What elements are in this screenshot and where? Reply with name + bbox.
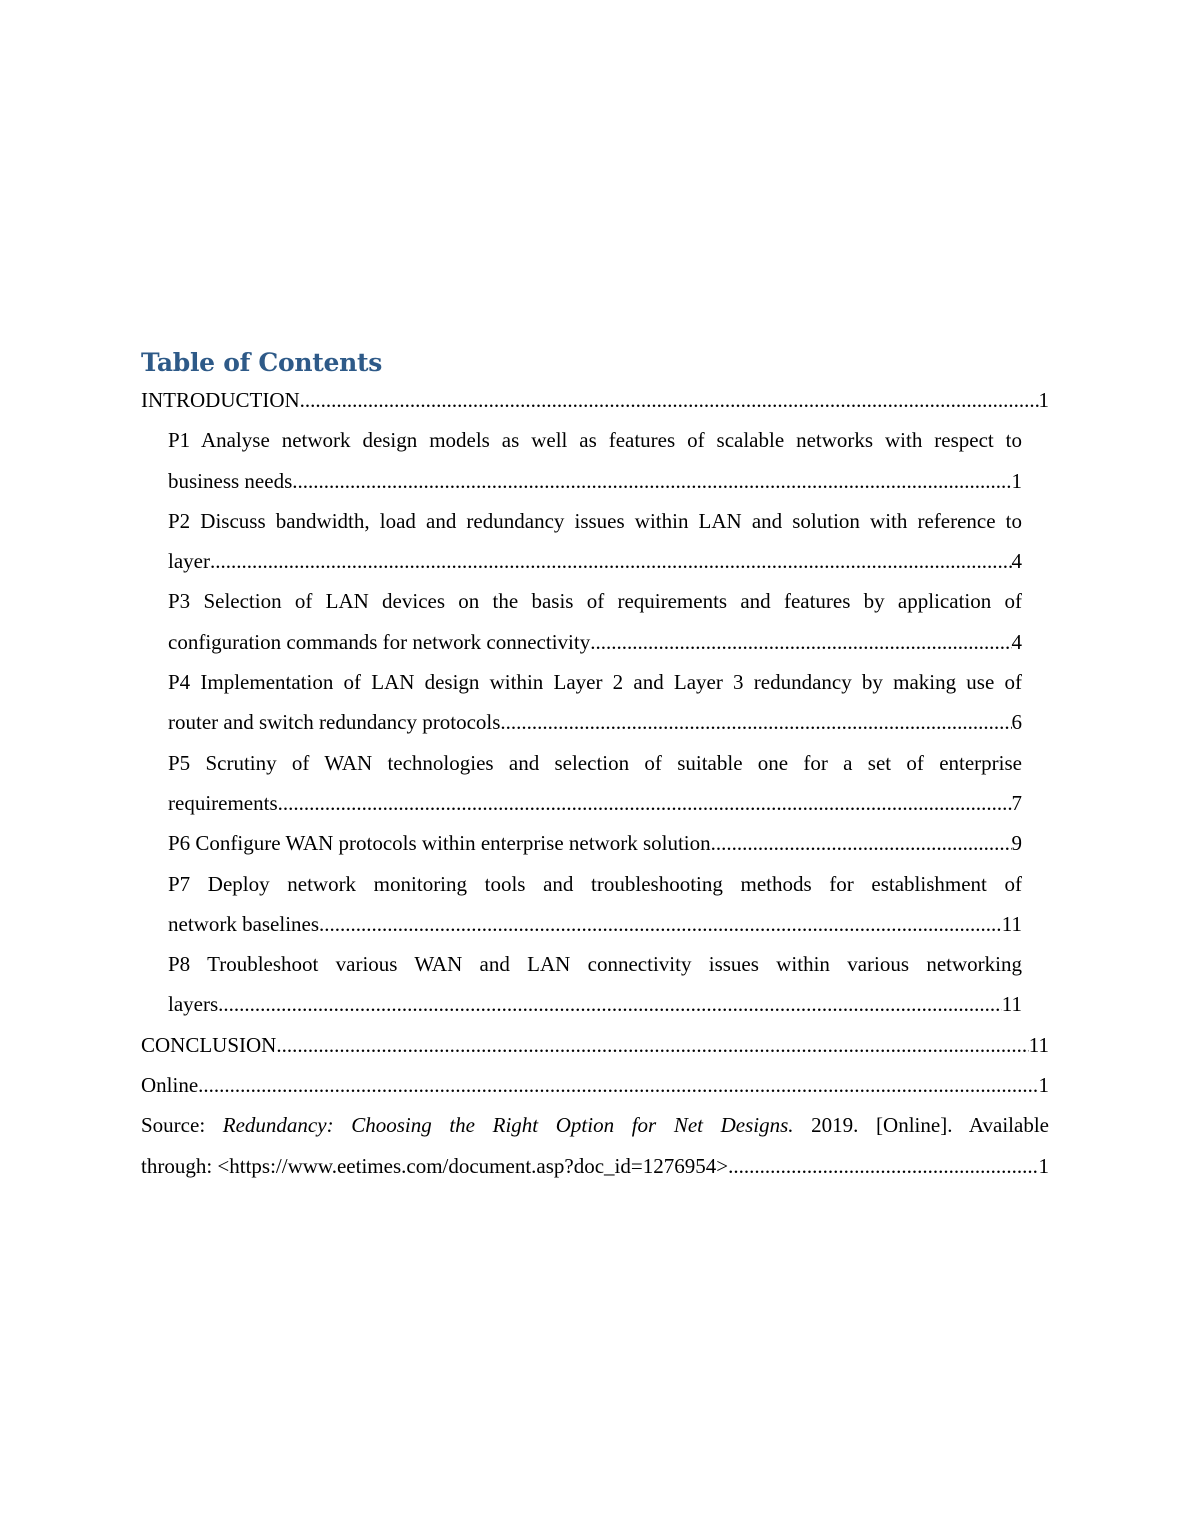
toc-entry-text: P8 Troubleshoot various WAN and LAN connectivity issues within various networking (168, 952, 1022, 977)
toc-entry-text: P4 Implementation of LAN design within Layer 2 and Layer 3 redundancy by making use of (168, 670, 1022, 695)
toc-entry-p5[interactable] (141, 743, 1049, 824)
toc-page-number: 1 (1011, 468, 1022, 493)
toc-entry-p8[interactable] (141, 944, 1049, 1025)
toc-entry-text: INTRODUCTION (141, 388, 300, 412)
toc-entry-p4[interactable] (141, 662, 1049, 743)
toc-leader-dots (292, 461, 1011, 501)
toc-entry-p6[interactable] (141, 823, 1049, 863)
toc-leader-dots (728, 1146, 1038, 1186)
toc-page-number: 4 (1011, 629, 1022, 654)
toc-entry-text-cont: requirements (168, 790, 278, 815)
toc-page-number: 9 (1011, 831, 1022, 856)
toc-source-url: through: <https://www.eetimes.com/document.asp?doc_id=1276954> (141, 1153, 729, 1178)
toc-page-number: 1 (1038, 388, 1049, 412)
toc-entry-text-cont: configuration commands for network connectivity (168, 629, 591, 654)
toc-entry-conclusion[interactable] (141, 1025, 1049, 1065)
toc-entry-text-cont: layer (168, 549, 210, 574)
toc-leader-dots (711, 823, 1012, 863)
toc-page-number: 11 (1001, 911, 1022, 936)
toc-leader-dots (198, 1065, 1038, 1105)
toc-page-number: 11 (1001, 992, 1022, 1017)
toc-entry-text: CONCLUSION (141, 1032, 277, 1057)
toc-leader-dots (278, 783, 1012, 823)
toc-leader-dots (210, 541, 1012, 581)
toc-page-number: 1 (1038, 1073, 1049, 1098)
toc-heading: Table of Contents (141, 348, 383, 377)
toc-page-number: 1 (1038, 1153, 1049, 1178)
toc-entry-text: P1 Analyse network design models as well as features of scalable networks with respect to (168, 428, 1022, 453)
toc-entry-p3[interactable] (141, 581, 1049, 662)
toc-leader-dots (319, 904, 1002, 944)
toc-entry-online[interactable] (141, 1065, 1049, 1105)
toc-leader-dots (218, 984, 1002, 1024)
toc-leader-dots (300, 380, 1039, 420)
toc-entry-source[interactable] (141, 1105, 1049, 1186)
toc-entry-text-cont: network baselines (168, 911, 320, 936)
toc-page-number: 7 (1011, 790, 1022, 815)
toc-page-number: 6 (1011, 710, 1022, 735)
table-of-contents (141, 380, 1049, 1186)
toc-entry-text: P5 Scrutiny of WAN technologies and selection of suitable one for a set of enterprise (168, 750, 1022, 775)
toc-leader-dots (590, 622, 1011, 662)
toc-entry-p1[interactable] (141, 420, 1049, 501)
toc-entry-text-cont: business needs (168, 468, 293, 493)
toc-leader-dots (500, 702, 1011, 742)
toc-entry-text-cont: layers (168, 992, 219, 1017)
toc-entry-text: P3 Selection of LAN devices on the basis of requirements and features by application of (168, 589, 1022, 614)
toc-source-prefix: Source: (141, 1113, 223, 1138)
toc-entry-text-cont: router and switch redundancy protocols (168, 710, 501, 735)
toc-entry-p2[interactable] (141, 501, 1049, 582)
toc-source-title: Redundancy: Choosing the Right Option for Net Designs. (222, 1113, 794, 1138)
toc-source-first-line (141, 1105, 1049, 1145)
toc-entry-text: P6 Configure WAN protocols within enterprise network solution (168, 831, 711, 856)
toc-source-rest: 2019. [Online]. Available (793, 1113, 1049, 1138)
toc-entry-text: P7 Deploy network monitoring tools and troubleshooting methods for establishment of (168, 871, 1022, 896)
toc-entry-introduction[interactable] (141, 380, 1049, 420)
toc-page-number: 11 (1028, 1032, 1049, 1057)
toc-entry-text: Online (141, 1073, 199, 1098)
toc-leader-dots (276, 1025, 1028, 1065)
toc-entry-text: P2 Discuss bandwidth, load and redundancy issues within LAN and solution with reference to (168, 508, 1022, 533)
toc-page-number: 4 (1011, 549, 1022, 574)
toc-entry-p7[interactable] (141, 864, 1049, 945)
